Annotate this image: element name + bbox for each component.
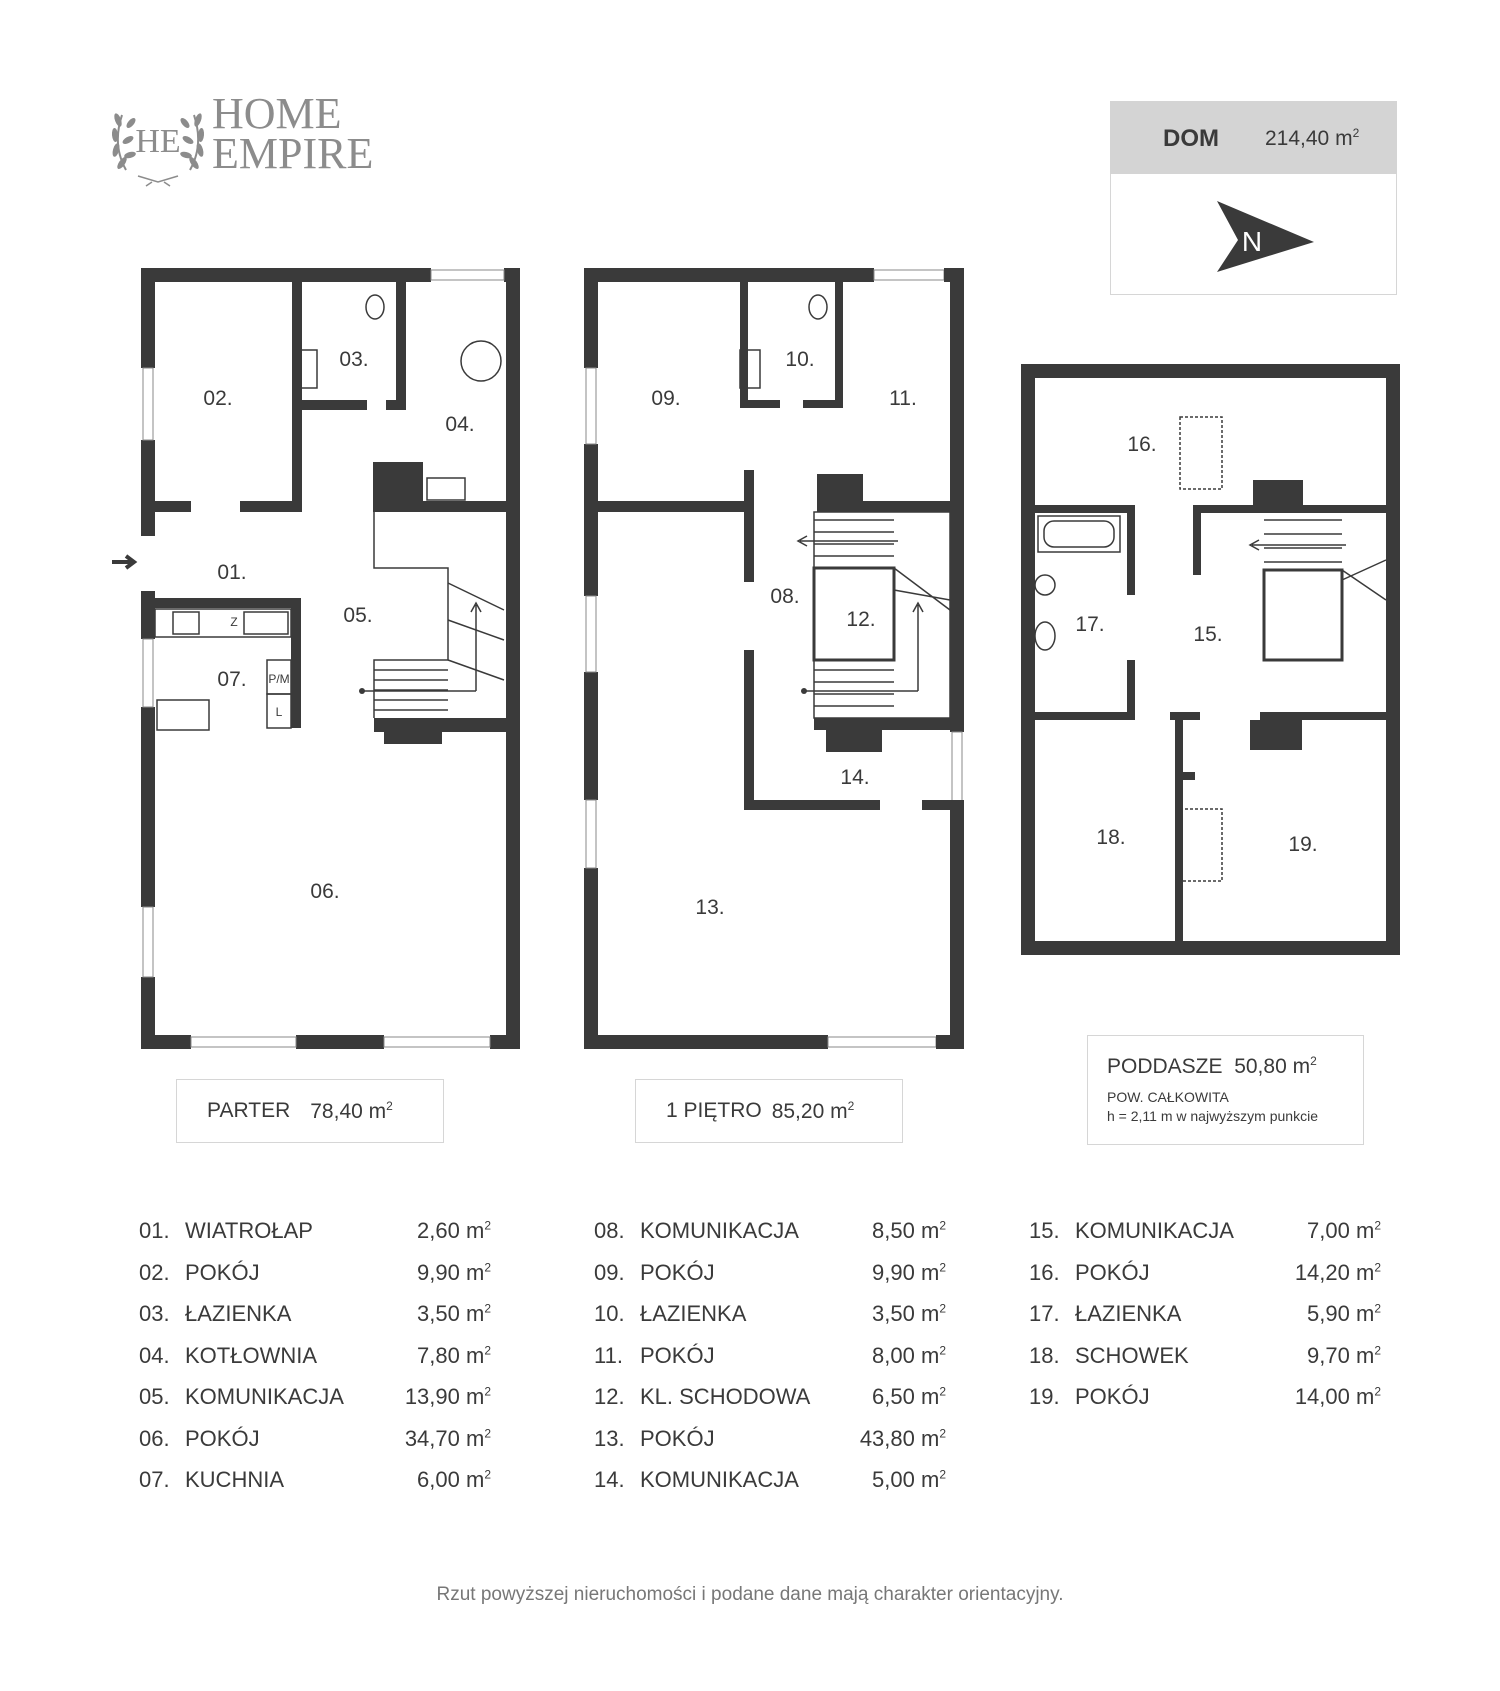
- floor-pietro-label: 1 PIĘTRO: [666, 1099, 762, 1122]
- plan-pietro: [584, 268, 964, 1049]
- table-row: [594, 1384, 946, 1426]
- room-area: [1307, 1343, 1381, 1369]
- room-num: 07.: [139, 1467, 170, 1492]
- table-row: [594, 1343, 946, 1385]
- room-name: POKÓJ: [185, 1259, 260, 1285]
- room-area-sup: 2: [484, 1301, 491, 1316]
- floor-pietro-area-number: 85,20 m: [771, 1099, 848, 1123]
- logo-line-home: HOME: [212, 89, 342, 138]
- plan-parter: [112, 268, 520, 1049]
- room-area-sup: 2: [484, 1467, 491, 1482]
- room-label-07: 07.: [217, 668, 247, 691]
- room-area-number: 6,00 m: [417, 1467, 485, 1492]
- table-row: [139, 1218, 491, 1260]
- room-num: 08.: [594, 1218, 625, 1243]
- floor-poddasze-label: PODDASZE: [1107, 1055, 1223, 1078]
- kitchen-label-l: L: [275, 705, 283, 719]
- room-area-number: 9,90 m: [417, 1259, 485, 1285]
- table-row: [1029, 1301, 1381, 1343]
- room-num: 02.: [139, 1259, 170, 1285]
- room-area-number: 5,90 m: [1307, 1301, 1375, 1326]
- kitchen-label-z: Z: [230, 615, 238, 629]
- room-area-number: 14,20 m: [1294, 1259, 1375, 1285]
- room-table-poddasze: [1029, 1218, 1381, 1426]
- room-name: KOMUNIKACJA: [185, 1384, 344, 1409]
- room-area-sup: 2: [484, 1218, 491, 1233]
- room-label-15: 15.: [1193, 623, 1223, 646]
- room-label-02: 02.: [203, 387, 233, 410]
- room-area-sup: 2: [1374, 1343, 1381, 1358]
- room-label-16: 16.: [1127, 433, 1157, 456]
- floor-poddasze-note-1: POW. CAŁKOWITA: [1107, 1089, 1229, 1105]
- room-area-sup: 2: [939, 1384, 946, 1399]
- table-row: [139, 1426, 491, 1468]
- floor-parter-area: [310, 1099, 393, 1124]
- room-label-04: 04.: [445, 413, 475, 436]
- room-area: [1307, 1218, 1381, 1244]
- room-area: [872, 1260, 946, 1286]
- table-row: [1029, 1218, 1381, 1260]
- room-label-05: 05.: [343, 604, 373, 627]
- room-area-number: 2,60 m: [417, 1218, 485, 1243]
- room-name: KOMUNIKACJA: [1075, 1218, 1234, 1243]
- room-name: KOMUNIKACJA: [640, 1218, 799, 1243]
- room-num: 11.: [594, 1342, 623, 1368]
- room-name: WIATROŁAP: [185, 1218, 313, 1243]
- room-label-06: 06.: [310, 880, 340, 903]
- room-area-number: 13,90 m: [404, 1384, 485, 1409]
- plan-poddasze: [1021, 364, 1400, 955]
- room-label-01: 01.: [217, 561, 247, 584]
- room-area: [417, 1218, 491, 1244]
- room-area: [872, 1384, 946, 1410]
- room-name: ŁAZIENKA: [1075, 1301, 1182, 1326]
- room-area: [1307, 1301, 1381, 1327]
- room-area-sup: 2: [939, 1467, 946, 1482]
- room-num: 15.: [1029, 1218, 1060, 1243]
- floor-parter-area-number: 78,40 m: [310, 1099, 387, 1123]
- table-row: [139, 1343, 491, 1385]
- floor-poddasze-area: 50,80 m: [1234, 1055, 1311, 1078]
- room-num: 17.: [1029, 1301, 1060, 1326]
- room-num: 09.: [594, 1259, 625, 1285]
- room-area-number: 6,50 m: [872, 1384, 940, 1409]
- total-area-title: DOM: [1163, 125, 1219, 152]
- room-num: 01.: [139, 1218, 170, 1243]
- room-area-sup: 2: [1374, 1301, 1381, 1316]
- room-label-12: 12.: [846, 608, 876, 631]
- room-area: [417, 1301, 491, 1327]
- room-name: ŁAZIENKA: [185, 1301, 292, 1326]
- room-num: 18.: [1029, 1342, 1060, 1368]
- entrance-arrow-icon: [112, 556, 134, 568]
- floor-parter-area-sup: 2: [386, 1098, 393, 1113]
- room-area-number: 14,00 m: [1294, 1384, 1375, 1409]
- floor-poddasze-note-2: h = 2,11 m w najwyższym punkcie: [1107, 1108, 1318, 1124]
- table-row: [1029, 1384, 1381, 1426]
- room-name: POKÓJ: [640, 1342, 715, 1368]
- total-area-unit-sup: 2: [1352, 126, 1360, 140]
- room-label-03: 03.: [339, 348, 369, 371]
- room-label-11: 11.: [889, 387, 917, 410]
- floor-poddasze-title: [1107, 1054, 1317, 1079]
- room-num: 03.: [139, 1301, 170, 1326]
- room-area-sup: 2: [1374, 1384, 1381, 1399]
- room-num: 13.: [594, 1425, 625, 1451]
- table-row: [594, 1260, 946, 1302]
- table-row: [594, 1426, 946, 1468]
- floor-box-pietro: [635, 1079, 903, 1143]
- table-row: [594, 1301, 946, 1343]
- room-name: POKÓJ: [1075, 1259, 1150, 1285]
- room-name: POKÓJ: [640, 1259, 715, 1285]
- room-num: 12.: [594, 1384, 625, 1409]
- room-area-sup: 2: [939, 1260, 946, 1275]
- room-label-08: 08.: [770, 585, 800, 608]
- room-name: ŁAZIENKA: [640, 1301, 747, 1326]
- room-area-number: 7,00 m: [1307, 1218, 1375, 1243]
- room-area-sup: 2: [1374, 1218, 1381, 1233]
- room-area: [872, 1301, 946, 1327]
- room-area: [405, 1384, 491, 1410]
- room-area-number: 9,90 m: [872, 1259, 940, 1285]
- room-name: POKÓJ: [1075, 1384, 1150, 1409]
- room-num: 04.: [139, 1342, 170, 1368]
- room-area-number: 7,80 m: [417, 1342, 485, 1368]
- room-table-pietro: [594, 1218, 946, 1509]
- compass-north-label: N: [1241, 226, 1263, 257]
- room-num: 19.: [1029, 1384, 1060, 1409]
- floor-box-poddasze: [1087, 1035, 1364, 1145]
- room-num: 14.: [594, 1467, 625, 1492]
- room-num: 16.: [1029, 1259, 1060, 1285]
- room-num: 06.: [139, 1425, 170, 1451]
- room-area-number: 3,50 m: [872, 1301, 940, 1326]
- room-area: [417, 1467, 491, 1493]
- floor-pietro-area: [772, 1099, 855, 1124]
- room-area: [872, 1343, 946, 1369]
- room-name: KOMUNIKACJA: [640, 1467, 799, 1492]
- table-row: [139, 1384, 491, 1426]
- room-area: [1295, 1384, 1381, 1410]
- room-table-parter: [139, 1218, 491, 1509]
- room-area-number: 8,00 m: [872, 1342, 940, 1368]
- room-name: POKÓJ: [185, 1425, 260, 1451]
- table-row: [139, 1467, 491, 1509]
- room-label-09: 09.: [651, 387, 681, 410]
- room-name: KOTŁOWNIA: [185, 1342, 318, 1368]
- table-row: [139, 1260, 491, 1302]
- room-area: [860, 1426, 946, 1452]
- room-area: [872, 1218, 946, 1244]
- table-row: [1029, 1343, 1381, 1385]
- table-row: [1029, 1260, 1381, 1302]
- room-area-sup: 2: [939, 1301, 946, 1316]
- table-row: [594, 1218, 946, 1260]
- floor-box-parter: [176, 1079, 444, 1143]
- room-area-number: 5,00 m: [872, 1467, 940, 1492]
- table-row: [594, 1467, 946, 1509]
- table-row: [139, 1301, 491, 1343]
- room-area-number: 8,50 m: [872, 1218, 940, 1243]
- room-name: KUCHNIA: [185, 1467, 285, 1492]
- floor-parter-label: PARTER: [207, 1099, 291, 1122]
- room-area-sup: 2: [484, 1426, 491, 1441]
- floor-pietro-area-sup: 2: [847, 1098, 855, 1113]
- room-num: 05.: [139, 1384, 170, 1409]
- room-area: [417, 1343, 491, 1369]
- room-area-number: 43,80 m: [859, 1425, 940, 1451]
- room-area: [1295, 1260, 1381, 1286]
- room-area-sup: 2: [484, 1260, 491, 1275]
- room-area-number: 3,50 m: [417, 1301, 485, 1326]
- room-area-number: 34,70 m: [404, 1425, 485, 1451]
- room-label-17: 17.: [1075, 613, 1105, 636]
- room-label-19: 19.: [1288, 833, 1318, 856]
- room-area-sup: 2: [484, 1343, 491, 1358]
- room-name: KL. SCHODOWA: [640, 1384, 811, 1409]
- room-area-sup: 2: [939, 1343, 946, 1358]
- room-num: 10.: [594, 1301, 625, 1326]
- room-area-number: 9,70 m: [1307, 1342, 1375, 1368]
- total-area-number: 214,40 m: [1265, 127, 1353, 150]
- room-area-sup: 2: [484, 1384, 491, 1399]
- disclaimer-footer: Rzut powyższej nieruchomości i podane dane mają charakter orientacyjny.: [436, 1584, 1064, 1605]
- kitchen-label-pm: P/M: [268, 672, 290, 686]
- room-label-18: 18.: [1096, 826, 1126, 849]
- floor-poddasze-area-sup: 2: [1310, 1054, 1317, 1068]
- room-name: SCHOWEK: [1075, 1342, 1189, 1368]
- room-label-14: 14.: [840, 766, 870, 789]
- room-name: POKÓJ: [640, 1425, 715, 1451]
- room-area: [872, 1467, 946, 1493]
- room-area-sup: 2: [939, 1426, 946, 1441]
- room-label-10: 10.: [785, 348, 815, 371]
- room-area-sup: 2: [939, 1218, 946, 1233]
- room-area: [417, 1260, 491, 1286]
- room-area-sup: 2: [1374, 1260, 1381, 1275]
- logo-monogram: HE: [135, 123, 181, 160]
- room-area: [405, 1426, 491, 1452]
- room-label-13: 13.: [695, 896, 725, 919]
- logo-line-empire: EMPIRE: [212, 129, 374, 178]
